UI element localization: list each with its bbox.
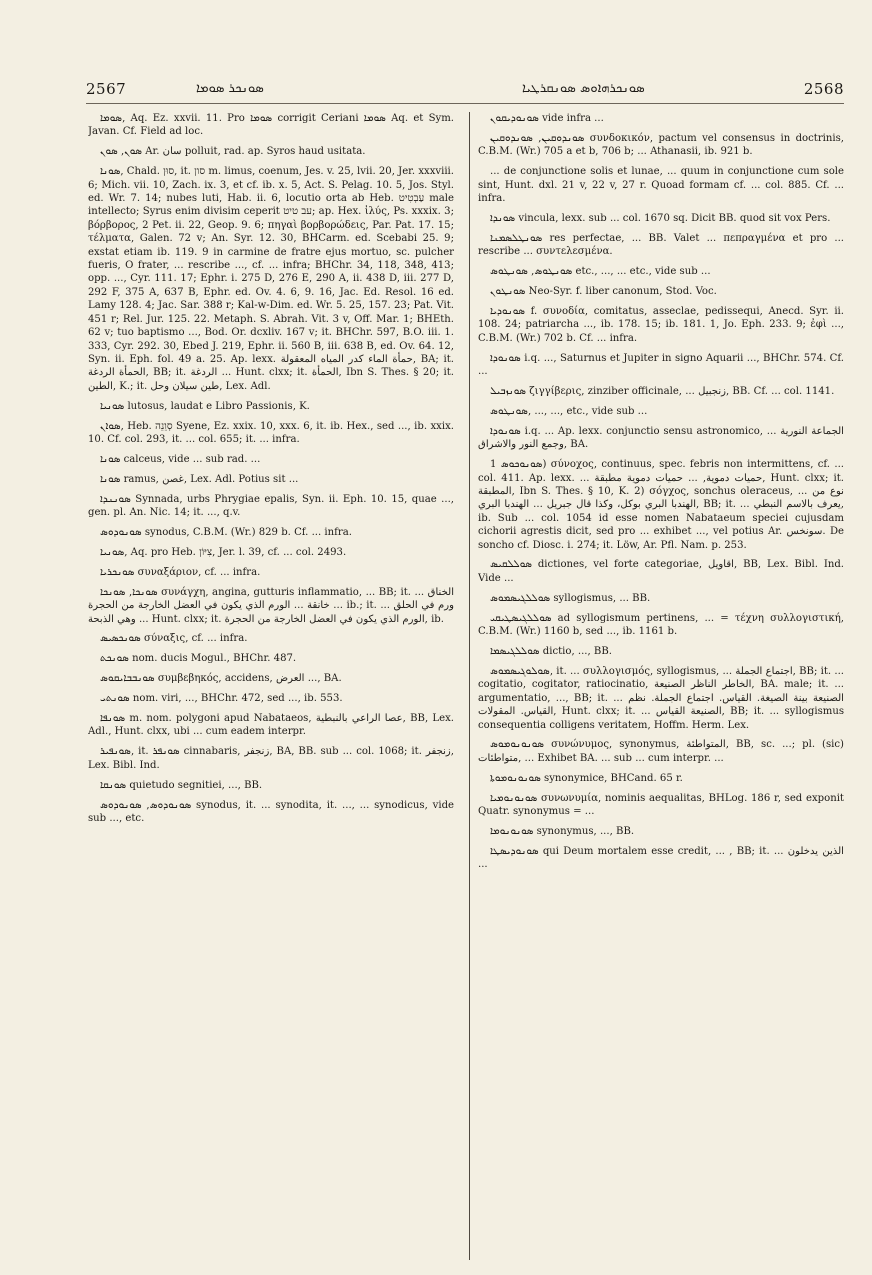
dictionary-entry: ܣܘܢܟܣܝܣ σύναξις, cf. ... infra.	[100, 633, 248, 645]
dictionary-entry: ܣܘܢܟܬ nom. ducis Mogul., BHChr. 487.	[100, 653, 297, 665]
dictionary-entry: ܣܘܢܘܢܘܡܘܬܐ synonymice, BHCand. 65 r.	[490, 772, 683, 784]
dictionary-entry: ܣܘܢܐ ramus, غصن, Lex. Adl. Potius sit ...	[100, 473, 299, 485]
dictionary-entry: ܣܘܢܘܕܘܣ, ܣܘܢܘܕܘܣ synodus, it. ... synodita, it. ..., ... synodicus, vide sub ..., etc.	[88, 799, 454, 824]
dictionary-entry: ... de conjunctione solis et lunae, ... quum in conjunctione cum sole sint, Hunt. dxl. 21 v, 22 v, 27 r. Quoad formam cf. ... col. 885. Cf. ... infra.	[478, 166, 844, 205]
dictionary-entry: ܣܘܠܠܩܝܣ dictiones, vel forte categoriae, اقاويل, BB, Lex. Bibl. Ind. Vide ...	[478, 559, 844, 584]
dictionary-entry: ܣܘܢܢܕܐ Synnada, urbs Phrygiae epalis, Syn. ii. Eph. 10. 15, quae ..., gen. pl. An. Nic. 14; it. ..., q.v.	[88, 493, 454, 519]
dictionary-entry: ܣܘܢܦܐ m. nom. polygoni apud Nabataeos, عصا الراعي بالنبطية, BB, Lex. Adl., Hunt. clxx, ubi ... cum eadem interpr.	[88, 713, 454, 738]
dictionary-entry: ܣܘܢܕܐ vincula, lexx. sub ... col. 1670 sq. Dicit BB. quod sit vox Pers.	[490, 212, 831, 224]
dictionary-entry: ܣܘܢܘܕܘܣ synodus, C.B.M. (Wr.) 829 b. Cf. ... infra.	[100, 526, 352, 538]
right-running-head: ܣܘܢܟܪܗܐܘܣ ܣܘܢܩܪܛܝܐ	[522, 81, 645, 96]
page-header	[0, 0, 872, 100]
header-rule	[86, 103, 844, 104]
dictionary-entry: ܣܘܢܙܒܝܠ ζιγγίβερις, zinziber officinale, ... زنجبيل, BB. Cf. ... col. 1141.	[490, 386, 835, 397]
dictionary-entry: ܣܘܢ, ܣܘܢ Ar. سان polluit, rad. ap. Syros haud usitata.	[100, 146, 366, 158]
dictionary-entry: ܣܘܢܐ calceus, vide ... sub rad. ...	[100, 453, 261, 465]
dictionary-entry: ܣܘܠܠܓܝܣܡܐ dictio, ..., BB.	[490, 646, 612, 657]
dictionary-entry: ܣܘܢܘܕܝܐ f. συνοδία, comitatus, asseclae, pedissequi, Anecd. Syr. ii. 108. 24; patriarcha ..., ib. 178. 15; ib. 181. 1, Jo. Eph. 233. 9; ἐφὶ ..., C.B.M. (Wr.) 702 b. Cf. ... infra.	[478, 305, 844, 344]
dictionary-entry: ܣܘܢܬܝ nom. viri, ..., BHChr. 472, sed ..., ib. 553.	[100, 693, 343, 705]
dictionary-entry: ܣܘܠܠܓܝܣܛܝܩܝ ad syllogismum pertinens, ... = τέχνη συλλογιστική, C.B.M. (Wr.) 1160 b, sed ..., ib. 1161 b.	[478, 612, 844, 638]
right-column	[478, 112, 844, 1260]
dictionary-entry: ܣܘܢܛܘܢ Neo-Syr. f. liber canonum, Stod. Voc.	[490, 286, 717, 298]
dictionary-entry: ܣܘܡܐ, Aq. Ez. xxvii. 11. Pro ܣܘܡܐ corrigit Ceriani ܣܘܡܐ Aq. et Sym. Javan. Cf. Field ad loc.	[88, 113, 454, 138]
dictionary-entry: ܣܘܢܛܠܣܡܢܐ res perfectae, ... BB. Valet ... πεπραγμένα et pro ... rescribe ... συντελεσμένα.	[478, 232, 844, 258]
dictionary-entry: ܣܘܢܛܘܣ, ܣܘܢܛܘܣ etc., ..., ... etc., vide sub ...	[490, 266, 711, 278]
dictionary-entry: ܣܘܢܘܕܝܩܘܢ vide infra ...	[490, 113, 604, 124]
column-divider	[469, 112, 470, 1260]
dictionary-entry: ܣܘܢܘܕܐ i.q. ... Ap. lexx. conjunctio sensu astronomico, ... الجماعة النورية وجمع النور والاشراق, BA.	[478, 425, 844, 451]
dictionary-entry: ܣܘܢܘܢܘܡܐ synonymus, ..., BB.	[490, 825, 635, 837]
dictionary-entry: ܣܘܢܘܟܘܣ 1) σύνοχος, continuus, spec. febris non intermittens, cf. ... col. 411. Ap. lexx. ... حميات دموية, ... حميات دموية مطبقة, Hunt. clxx; it. المطبقة, Ibn S. Thes. § 10, K. 2) σόγχος, sonchus oleraceus, ... نوع من الهندبا البري بوكل، وكذا قال جبريل ... الهندبا البري, BB; it. ... يعرف بالاسم النبطي, ib. Sub ... col. 1054 id esse nomen Nabataeum speciei cujusdam cichorii agrestis dicit, sed pro ... exhibet ..., vel potius Ar. سونخس. De soncho cf. Diosc. i. 274; it. Löw, Ar. Pfl. Nam. p. 253.	[478, 459, 844, 551]
left-column	[88, 112, 454, 1260]
dictionary-entry: ܣܘܢܕܘܩܝܢ, ܣܘܢܕܘܩܝܢ συνδοκικόν, pactum vel consensus in doctrinis, C.B.M. (Wr.) 705 a et b, 706 b; ... Athanasii, ib. 921 b.	[478, 132, 844, 158]
dictionary-entry: ܣܘܠܘܓܝܣܡܘܣ, it. ... συλλογισμός, syllogismus, ... اجتماع الجملة, BB; it. ... cogitatio, cogitator, ratiocinatio, الخاطر الناظر الصنيعة, BA. male; it. ... argumentatio, ..., BB; it. ... الصنيعة بينة الصيغة. القياس. اجتماع الجملة. نظم القياس. المقولات, Hunt. clxx; it. ... الصنيعة القياس, BB; it. ... syllogismus consequentia colligens veritatem, Hoffm. Herm. Lex.	[478, 665, 844, 731]
dictionary-entry: ܣܘܢܛܘܣ, ..., ..., etc., vide sub ...	[490, 405, 648, 417]
dictionary-entry: ܣܘܢܩܐ quietudo segnitiei, ..., BB.	[100, 779, 263, 791]
dictionary-entry: ܣܘܢܟܪܝܐ συναξάριον, cf. ... infra.	[100, 566, 261, 578]
dictionary-entry: ܣܘܢܝܐ lutosus, laudat e Libro Passionis, K.	[100, 400, 310, 412]
left-page-number: 2567	[86, 80, 127, 98]
left-running-head: ܣܘܢܟܪ ܣܘܡܐ	[196, 81, 264, 96]
dictionary-entry: ܣܘܠܠܓܝܣܡܘܣ syllogismus, ... BB.	[490, 592, 651, 604]
dictionary-entry: ܣܘܢܘܕܝܣܛܐ qui Deum mortalem esse credit, ... , BB; it. ... الذين يدخلون ...	[478, 845, 844, 871]
dictionary-entry: ܣܘܐܢ, Heb. סְוֵנֵה Syene, Ez. xxix. 10, xxx. 6, it. ib. Hex., sed ..., ib. xxix. 10. Cf. col. 293, it. ... col. 655; it. ... infra.	[88, 420, 454, 445]
dictionary-entry: ܣܘܢܝܐ, Aq. pro Heb. צִיּוֹן, Jer. l. 39, cf. ... col. 2493.	[100, 546, 347, 558]
dictionary-entry: ܣܘܢܒܒܐܝܩܘܣ συμβεβηκός, accidens, العرض ..., BA.	[100, 673, 342, 685]
dictionary-entry: ܣܘܢܦܝܪ, it. ܣܘܢܦܪ cinnabaris, زنجفر, BA, BB. sub ... col. 1068; it. زنجفر, Lex. Bibl. Ind.	[88, 746, 454, 771]
dictionary-entry: ܣܘܢܘܢܘܡܘܣ συνώνυμος, synonymus, المتواطئة, BB, sc. ...; pl. (sic) متواطئات, ... Exhibet BA. ... sub ... cum interpr. ...	[478, 739, 844, 764]
dictionary-entry: ܣܘܢܐ, Chald. סוּן, it. סון m. limus, coenum, Jes. v. 25, lvii. 20, Jer. xxxviii. 6; Mich. vii. 10, Zach. ix. 3, et cf. ib. x. 5, Act. S. Pelag. 10. 5, Jos. Styl. ed. Wr. 7. 14; nubes luti, Hab. ii. 6, locutio orta ab Heb. עַבְטִיט male intellecto; Syrus enim divisim ceperit עב טיט; ap. Hex. ἰλύς, Ps. xxxix. 3; βόρβορος, 2 Pet. ii. 22, Geop. 9. 6; πηγαὶ βορβορώδεις, Par. Pat. 17. 15; τέλματα, Galen. 72 v; An. Syr. 12. 30, BHCarm. ed. Scebabi 25. 9; exstat etiam ib. 119. 9 in carmine de fratre ejus mortuo, sc. pulcher fueris, O frater, ... rescribe ..., cf. ... infra; BHChr. 34, 118, 348, 413; opp. ..., Cyr. 111. 17; Ephr. i. 275 D, 276 E, 290 A, ii. 438 D, iii. 277 D, 292 F, 375 A, 637 B, Ephr. ed. Ov. 4. 6, 9. 16, Jac. Ed. Resol. 16 ed. Lamy 128. 4; Jac. Sar. 388 r; Kal-w-Dim. ed. Wr. 5. 25, 157. 23; Pat. Vit. 451 r; Rel. Jur. 125. 22. Metaph. S. Abrah. Vit. 3 v, Off. Mar. 1; BHEth. 62 v; tuo baptismo ..., Bod. Or. dcxliv. 167 v; it. BHChr. 597, B.O. iii. 1. 333, Cyr. 292. 30, Ebed J. 219, Ephr. ii. 560 B, iii. 638 B, ed. Ov. 64. 12, Syn. ii. Eph. fol. 49 a. 25. Ap. lexx. حمأة الماء كدر المياه المعقولة, BA; it. الحمأة الردغة, BB; it. الردغة ... Hunt. clxx; it. الحمأة, Ibn S. Thes. § 20; it. الطين, K.; it. طين سيلان وحل, Lex. Adl.	[88, 166, 454, 392]
dictionary-entry: ܣܘܢܘܕܐ i.q. ..., Saturnus et Jupiter in signo Aquarii ..., BHChr. 574. Cf. ...	[478, 352, 844, 378]
right-page-number: 2568	[803, 80, 844, 98]
dictionary-entry: ܣܘܢܟܐ, ܣܘܢܟܐ συνάγχη, angina, gutturis inflammatio, ... BB; it. الخناق ... خانقة ... الورم الذي يكون في العضل الخارجة من الحجرة ... ib.; it. ... ورم في الحلق وهي الذبحة ... Hunt. clxx; it. الورم الذي يكون في العضل الخارجة من الحجرة, ib.	[88, 586, 454, 625]
dictionary-entry: ܣܘܢܘܢܘܡܝܐ συνωνυμία, nominis aequalitas, BHLog. 186 r, sed exponit Quatr. synonymus = ...	[478, 792, 844, 818]
